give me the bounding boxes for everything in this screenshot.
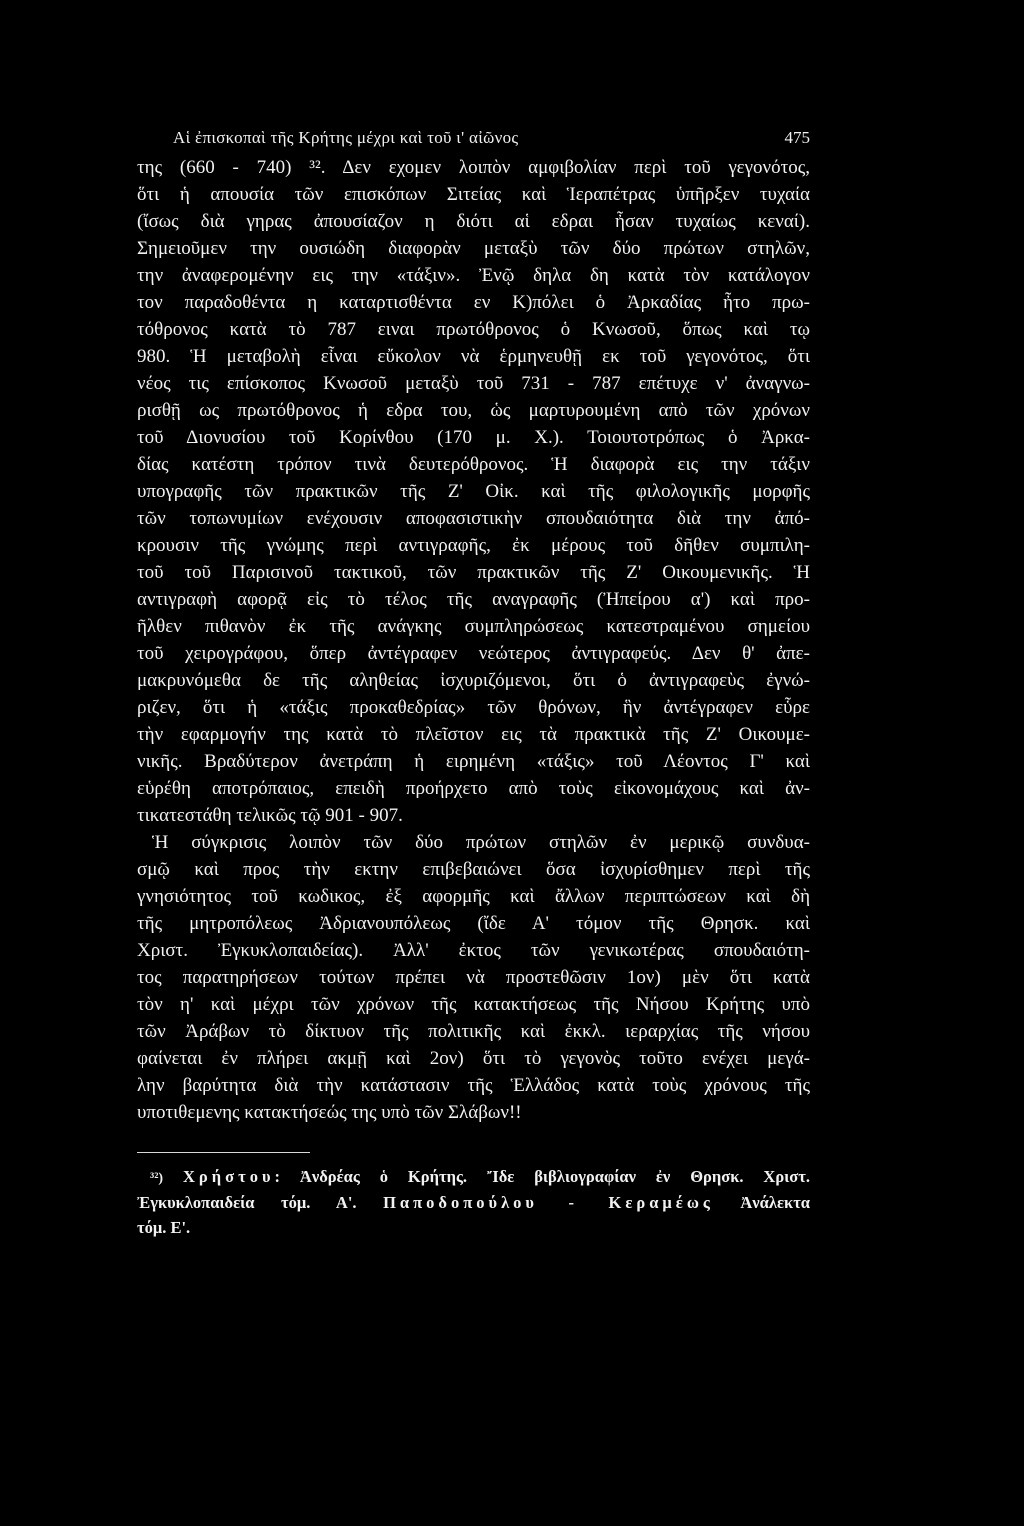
text-line: σμῷ καὶ προς τὴν εκτην επιβεβαιώνει ὅσα ἰσχυρίσθημεν περὶ τῆς	[137, 859, 810, 880]
text-line: ῆλθεν πιθανὸν ἐκ τῆς ανάγκης συμπληρώσεως κατεστραμένου σημείου	[137, 616, 810, 637]
text-line: της (660 - 740) ³². Δεν εχομεν λοιπὸν αμφιβολίαν περὶ τοῦ γεγονότος,	[137, 157, 810, 178]
text-line: ριζεν, ὅτι ἡ «τάξις προκαθεδρίας» τῶν θρόνων, ἣν ἀντέγραφεν εὗρε	[137, 697, 810, 718]
footnote-line	[137, 1190, 810, 1216]
footnote-author: Παποδοπούλου - Κεραμέως	[383, 1192, 714, 1212]
text-line: την ἀναφερομένην εις την «τάξιν». Ἐνῷ δηλα δη κατὰ τὸν κατάλογον	[137, 265, 810, 286]
text-line: νέος τις επίσκοπος Κνωσοῦ μεταξὺ τοῦ 731 - 787 επέτυχε ν' ἀναγνω-	[137, 373, 810, 394]
text-line: μακρυνόμεθα δε τῆς αληθείας ἰσχυριζόμενοι, ὅτι ὁ ἀντιγραφεὺς ἐγνώ-	[137, 670, 810, 691]
text-line: Χριστ. Ἐγκυκλοπαιδείας). Ἀλλ' ἐκτος τῶν γενικωτέρας σπουδαιότη-	[137, 940, 810, 961]
text-line: λην βαρύτητα διὰ τὴν κατάστασιν τῆς Ἑλλάδος κατὰ τοὺς χρόνους τῆς	[137, 1075, 810, 1096]
text-line: (ἴσως διὰ γηρας ἀπουσίαζον η διότι αἱ εδραι ἦσαν τυχαίως κεναί).	[137, 211, 810, 232]
text-line: τῆς μητροπόλεως Ἀδριανουπόλεως (ἴδε Α' τόμον τῆς Θρησκ. καὶ	[137, 913, 810, 934]
footnote	[137, 1164, 810, 1241]
footnote-author: Χρήστου	[183, 1167, 275, 1186]
text-line: ρισθῇ ως πρωτόθρονος ἡ εδρα του, ὡς μαρτυρουμένη απὸ τῶν χρόνων	[137, 400, 810, 421]
text-line: υποτιθεμενης κατακτήσεώς της υπὸ τῶν Σλάβων!!	[137, 1102, 522, 1123]
footnote-line	[137, 1164, 810, 1190]
body-text	[137, 154, 810, 1126]
text-line: τοῦ Διονυσίου τοῦ Κορίνθου (170 μ. Χ.). Τοιουτοτρόπως ὁ Ἀρκα-	[137, 427, 810, 448]
text-line: υπογραφῆς τῶν πρακτικῶν τῆς Ζ' Οἰκ. καὶ τῆς φιλολογικῆς μορφῆς	[137, 481, 810, 502]
footnote-text: Ἐγκυκλοπαιδεία τόμ. Α'.	[137, 1192, 357, 1212]
footnote-text: Ἀνάλεκτα	[740, 1192, 810, 1212]
running-head: Αἱ ἐπισκοπαὶ τῆς Κρήτης μέχρι καὶ τοῦ ι' αἰῶνος	[173, 128, 519, 147]
text-line: νικῆς. Βραδύτερον ἀνετράπη ἡ ειρημένη «τάξις» τοῦ Λέοντος Γ' καὶ	[137, 751, 810, 772]
text-line: τικατεστάθη τελικῶς τῷ 901 - 907.	[137, 805, 403, 826]
text-line: τὴν εφαρμογήν της κατὰ τὸ πλεῖστον εις τὰ πρακτικὰ τῆς Ζ' Οικουμε-	[137, 724, 810, 745]
text-line: ὅτι ἡ απουσία τῶν επισκόπων Σιτείας καὶ Ἱεραπέτρας ὑπῆρξεν τυχαία	[137, 184, 810, 205]
footnote-text: τόμ. Ε'.	[137, 1218, 191, 1237]
text-line: γνησιότητος τοῦ κωδικος, ἐξ αφορμῆς καὶ ἄλλων περιπτώσεων καὶ δὴ	[137, 886, 810, 907]
text-line: τον παραδοθέντα η καταρτισθέντα εν Κ)πόλει ὁ Ἀρκαδίας ἦτο πρω-	[137, 292, 810, 313]
page-number: 475	[784, 128, 810, 147]
text-line: φαίνεται ἐν πλήρει ακμῇ καὶ 2ον) ὅτι τὸ γεγονὸς τοῦτο ενέχει μεγά-	[137, 1048, 810, 1069]
text-line: τῶν Ἀράβων τὸ δίκτυον τῆς πολιτικῆς καὶ ἐκκλ. ιεραρχίας τῆς νήσου	[137, 1021, 810, 1042]
footnote-marker: ³²)	[150, 1171, 164, 1186]
text-line: τοῦ χειρογράφου, ὅπερ ἀντέγραφεν νεώτερος ἀντιγραφεύς. Δεν θ' ἀπε-	[137, 643, 810, 664]
text-line: Ἡ σύγκρισις λοιπὸν τῶν δύο πρώτων στηλῶν ἐν μερικῷ συνδυα-	[152, 832, 810, 853]
text-line: κρουσιν τῆς γνώμης περὶ αντιγραφῆς, ἐκ μέρους τοῦ δῆθεν συμπιλη-	[137, 535, 810, 556]
text-line: τοῦ τοῦ Παρισινοῦ τακτικοῦ, τῶν πρακτικῶν τῆς Ζ' Οικουμενικῆς. Ἡ	[137, 562, 810, 583]
text-line: αντιγραφὴ αφορᾷ εἰς τὸ τέλος τῆς αναγραφῆς (Ἠπείρου α') καὶ προ-	[137, 589, 810, 610]
text-line: τῶν τοπωνυμίων ενέχουσιν αποφασιστικὴν σπουδαιότητα διὰ την ἀπό-	[137, 508, 810, 529]
footnote-line	[137, 1215, 810, 1241]
text-line: τὸν η' καὶ μέχρι τῶν χρόνων τῆς κατακτήσεως τῆς Νήσου Κρήτης υπὸ	[137, 994, 810, 1015]
text-line: 980. Ἡ μεταβολὴ εἶναι εὔκολον νὰ ἑρμηνευθῇ εκ τοῦ γεγονότος, ὅτι	[137, 346, 810, 367]
text-line: Σημειοῦμεν την ουσιώδη διαφορὰν μεταξὺ τῶν δύο πρώτων στηλῶν,	[137, 238, 810, 259]
text-line: εὑρέθη αποτρόπαιος, επειδὴ προήρχετο απὸ τοὺς εἰκονομάχους καὶ ἀν-	[137, 778, 810, 799]
text-line: τόθρονος κατὰ τὸ 787 ειναι πρωτόθρονος ὁ Κνωσοῦ, ὅπως καὶ τῳ	[137, 319, 810, 340]
footnote-text: : Ἀνδρέας ὁ Κρήτης. Ἴδε βιβλιογραφίαν ἐν Θρησκ. Χριστ.	[274, 1167, 810, 1186]
footnote-rule	[137, 1152, 310, 1153]
text-line: δίας κατέστη τρόπον τινὰ δευτερόθρονος. Ἡ διαφορὰ εις την τάξιν	[137, 454, 810, 475]
text-line: τος παρατηρήσεων τούτων πρέπει νὰ προστεθῶσιν 1ον) μὲν ὅτι κατὰ	[137, 967, 810, 988]
